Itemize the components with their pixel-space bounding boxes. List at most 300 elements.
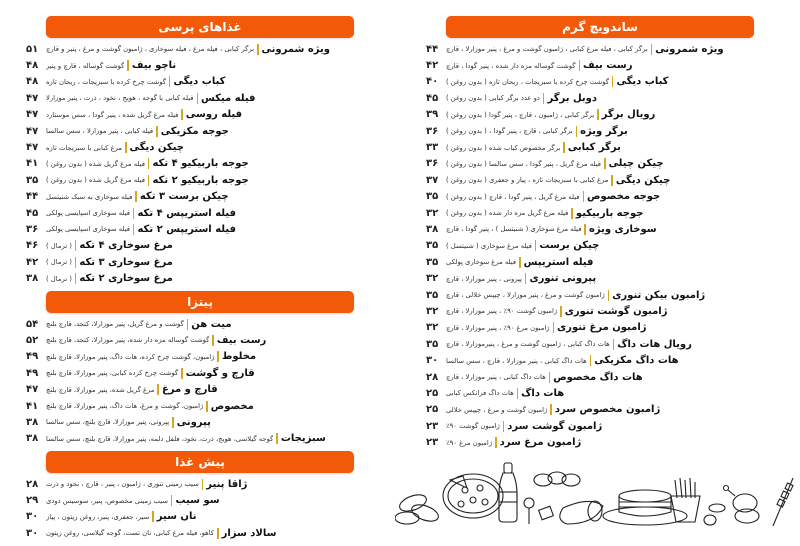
item-price: ۳۵ (426, 191, 439, 203)
item-separator (519, 257, 521, 268)
item-description: فیله سوخاری اسپایسی پولکی (46, 225, 130, 234)
menu-item (426, 189, 754, 205)
item-separator (535, 240, 537, 251)
item-price: ۵۲ (26, 334, 39, 346)
item-name: فیله استریپس (523, 256, 594, 268)
item-separator (571, 208, 573, 219)
item-separator (583, 191, 585, 202)
menu-item-text (46, 76, 226, 87)
menu-item-text (446, 240, 599, 251)
item-description: فیله مرغ گریل مزه دار شده ( بدون روغن ) (446, 209, 569, 218)
item-name: برگر ویژه (580, 125, 628, 137)
item-name: قارچ و گوشت (185, 367, 255, 379)
menu-item-text (46, 335, 266, 346)
item-price: ۳۶ (426, 158, 439, 170)
section-header: پیتزا (46, 291, 354, 313)
item-separator (576, 126, 578, 137)
item-price: ۴۷ (26, 384, 39, 396)
item-price: ۳۰ (426, 355, 439, 367)
item-name: ژامبون گوشت تنوری (564, 305, 668, 317)
item-name: سالاد سزار (221, 527, 277, 539)
menu-item-text (46, 93, 255, 104)
menu-item (426, 402, 754, 418)
item-price: ۳۸ (26, 416, 39, 428)
item-separator (148, 175, 150, 186)
item-name: مرغ سوخاری ۲ تکه (79, 273, 173, 285)
item-description: گوشت چرخ کرده با سبزیجات ، ریحان تازه (46, 77, 166, 86)
menu-section (26, 16, 354, 287)
item-description: پپرونی، پنیر موزارلا، قارچ بلنچ، سس سالسا (46, 418, 170, 427)
item-price: ۳۳ (426, 142, 439, 154)
item-price: ۳۹ (426, 109, 439, 121)
item-description: مرغ گریل شده، پنیر موزارلا، قارچ بلنچ (46, 385, 155, 394)
item-price: ۴۱ (26, 400, 39, 412)
menu-item-text (446, 290, 705, 301)
menu-item (26, 414, 354, 430)
item-name: قارچ و مرغ (161, 384, 218, 396)
section-header: ساندویچ گرم (446, 16, 754, 38)
menu-item-text (46, 351, 256, 362)
menu-item (426, 303, 754, 319)
item-description: فیله مرغ گریل ، پنیر گودا ، قارچ ( بدون روغن ) (446, 192, 580, 201)
menu-item-text (46, 511, 196, 522)
item-price: ۲۳ (426, 437, 439, 449)
item-price: ۴۶ (26, 240, 39, 252)
item-description: هات داگ کبابی ، پنیر موزارلا ، قارچ (446, 373, 546, 381)
item-name: ژامبون مرغ تنوری (557, 322, 647, 334)
item-separator (525, 273, 527, 284)
menu-item (426, 172, 754, 188)
item-description: گوجه گیلاسی، هویج، ذرت، نخود، فلفل دلمه، پنیر موزارلا، قارچ بلنچ، سس سالسا (46, 434, 274, 443)
menu-item (26, 349, 354, 365)
item-description: مرغ کبابی با سبزیجات تازه (46, 143, 123, 152)
menu-section (26, 451, 354, 542)
item-name: رویال هات داگ (617, 338, 692, 350)
item-price: ۴۷ (26, 142, 39, 154)
menu-item (26, 254, 354, 270)
item-price: ۲۸ (26, 478, 39, 490)
item-name: ژاقا پنیر (206, 478, 248, 490)
item-description: گوشت گوساله مزه دار شده، پنیر موزارلا، کنجد، قارچ بلنچ (46, 336, 210, 345)
item-price: ۳۸ (26, 273, 39, 285)
item-separator (495, 437, 497, 448)
item-price: ۴۵ (26, 207, 39, 219)
item-separator (549, 372, 551, 383)
item-price: ۲۸ (426, 371, 439, 383)
item-name: چیکن برست ۳ تکه (139, 191, 229, 203)
menu-item (426, 57, 754, 73)
menu-item (26, 156, 354, 172)
item-description: ژامبون، گوشت و مرغ، هات داگ، پنیر موزارلا، قارچ بلنچ (46, 402, 204, 410)
item-description: دو عدد برگر کبابی ( بدون روغن ) (446, 94, 540, 103)
item-separator (563, 142, 565, 153)
menu-item-text (46, 109, 242, 120)
item-description: فیله سوخاری به سبک شنیتسل (46, 192, 133, 201)
item-price: ۳۵ (426, 338, 439, 350)
item-name: جوجه مخصوص (587, 191, 661, 203)
item-separator (171, 495, 173, 506)
item-separator (181, 368, 183, 379)
menu-section (426, 16, 754, 451)
item-description: ( نرمال ) (46, 258, 72, 267)
item-separator (543, 93, 545, 104)
item-description: فیله مرغ گریل شده ( بدون روغن ) (46, 176, 145, 185)
item-description: مرغ کبابی با سبزیجات تازه ، پیاز و جعفری ( بدون روغن ) (446, 176, 609, 185)
menu-item (426, 123, 754, 139)
item-description: سیر، جعفری، پنیر، روغن زیتون ، پیاز (46, 512, 150, 521)
menu-item-text (46, 142, 184, 153)
menu-item-text (446, 257, 593, 268)
item-separator (590, 355, 592, 366)
item-name: ژامبون مرغ سرد (499, 437, 582, 449)
item-price: ۲۳ (426, 420, 439, 432)
item-name: رست بیف (216, 334, 267, 346)
menu-item-text (446, 93, 597, 104)
item-price: ۵۱ (26, 43, 39, 55)
menu-item-text (446, 191, 660, 202)
item-price: ۳۲ (426, 305, 439, 317)
menu-item-text (46, 224, 236, 235)
menu-item-text (46, 126, 229, 137)
menu-item (26, 123, 354, 139)
menu-item (26, 492, 354, 508)
menu-item-text (46, 191, 229, 202)
item-separator (560, 306, 562, 317)
item-name: ژامبون مخصوص سرد (554, 404, 661, 416)
item-price: ۴۰ (426, 76, 439, 88)
menu-item-text (446, 109, 655, 120)
item-description: هات داگ فرانکس کبابی (446, 389, 514, 398)
food-doodles-illustration-icon (395, 458, 800, 527)
menu-item (26, 525, 354, 541)
menu-item (26, 205, 354, 221)
item-separator (517, 388, 519, 399)
item-separator (206, 401, 208, 412)
item-separator (75, 273, 77, 284)
item-separator (212, 335, 214, 346)
item-price: ۴۴ (426, 43, 439, 55)
item-name: ویژه شمرونی (261, 43, 330, 55)
item-name: جوجه باربیکیو ۲ تکه (152, 174, 249, 186)
menu-item (426, 238, 754, 254)
item-name: ناچو بیف (131, 60, 177, 72)
item-description: گوشت چرخ کرده کبابی، پنیر موزارلا، قارچ بلنچ (46, 369, 179, 378)
menu-item (426, 336, 754, 352)
item-name: هات داگ مکزیکی (594, 355, 679, 367)
item-description: ژامبون گوشت و مرغ ، پنیر موزارلا ، چیپس خلالی ، قارچ (446, 291, 605, 300)
menu-item (26, 332, 354, 348)
item-name: مرغ سوخاری ۳ تکه (79, 256, 173, 268)
menu-item-text (446, 306, 667, 317)
item-name: رویال برگر (601, 109, 656, 121)
item-separator (133, 224, 135, 235)
menu-item-text (46, 273, 173, 284)
menu-item-text (46, 384, 218, 395)
item-separator (608, 290, 610, 301)
menu-item (426, 139, 754, 155)
item-description: کاهو، فیله مرغ کبابی، نان تست، گوجه گیلاسی، روغن زیتون (46, 529, 215, 538)
menu-item-text (46, 401, 254, 412)
item-description: فیله کبابی ، پنیر موزارلا ، سس سالسا (46, 127, 154, 136)
item-separator (181, 109, 183, 120)
item-separator (172, 417, 174, 428)
menu-item-text (46, 368, 255, 379)
menu-item (426, 74, 754, 90)
item-description: گوشت گوساله ، قارچ و پنیر (46, 61, 125, 70)
item-price: ۴۹ (26, 367, 39, 379)
menu-item (426, 107, 754, 123)
item-price: ۲۵ (426, 404, 439, 416)
item-separator (156, 126, 158, 137)
item-name: هات داگ (521, 387, 565, 399)
menu-item (426, 418, 754, 434)
menu-item (426, 254, 754, 270)
menu-item-text (46, 175, 249, 186)
item-price: ۴۲ (426, 60, 439, 72)
item-price: ۴۴ (26, 191, 39, 203)
menu-item (26, 74, 354, 90)
item-name: چیکن دیگی (615, 174, 671, 186)
item-separator (217, 351, 219, 362)
item-name: سو سیب (175, 495, 220, 507)
item-separator (612, 76, 614, 87)
section-header: پیش غذا (46, 451, 354, 473)
item-description: سیب زمینی مخصوص، پنیر، سوسیس دودی (46, 496, 168, 505)
item-separator (604, 158, 606, 169)
item-description: سیب زمینی تنوری ، ژامبون ، پنیر ، قارچ ، نخود و ذرت (46, 480, 199, 489)
item-description: هات داگ کبابی ، پنیر موزارلا ، قارچ ، سس سالسا (446, 356, 587, 365)
item-name: سوخاری ویژه (588, 223, 657, 235)
item-price: ۳۷ (426, 174, 439, 186)
item-name: برگر کبابی (567, 142, 621, 154)
item-description: ژامبون مرغ ۹۰٪ ، پنیر موزارلا ، قارچ (446, 323, 550, 332)
menu-item (426, 434, 754, 450)
item-separator (597, 109, 599, 120)
menu-item (426, 369, 754, 385)
menu-item-text (446, 224, 657, 235)
item-name: هات داگ مخصوص (553, 371, 643, 383)
menu-item-text (446, 60, 632, 71)
menu-item-text (46, 479, 247, 490)
left-column (26, 16, 354, 546)
menu-item (26, 41, 354, 57)
item-price: ۳۸ (426, 223, 439, 235)
menu-item-text (446, 44, 724, 55)
item-name: ژامبون بیکن تنوری (612, 289, 706, 301)
section-header: غذاهای پرسی (46, 16, 354, 38)
item-name: میت هن (191, 318, 232, 330)
menu-item-text (446, 273, 596, 284)
menu-item (426, 352, 754, 368)
item-description: برگر کبابی ، فیله مرغ کبابی ، ژامبون گوشت و مرغ ، پنیر موزارلا ، قارچ (446, 45, 648, 54)
item-separator (197, 93, 199, 104)
item-description: ژامبون گوشت و مرغ ، چیپس خلالی (446, 405, 548, 414)
item-separator (202, 479, 204, 490)
menu-item-text (446, 421, 602, 432)
menu-item-text (446, 355, 679, 366)
menu-section (26, 291, 354, 447)
menu-item-text (446, 404, 660, 415)
menu-item-text (446, 76, 668, 87)
menu-item (26, 431, 354, 447)
menu-item-text (446, 208, 643, 219)
item-description: گوشت گوساله مزه دار شده ، پنیر گودا ، قارچ (446, 61, 576, 70)
item-price: ۳۵ (426, 240, 439, 252)
item-separator (75, 240, 77, 251)
item-price: ۲۵ (426, 387, 439, 399)
menu-item (26, 476, 354, 492)
menu-item-text (46, 433, 326, 444)
item-price: ۳۵ (426, 256, 439, 268)
item-name: ویژه شمرونی (655, 43, 724, 55)
item-separator (127, 60, 129, 71)
menu-item (26, 57, 354, 73)
menu-item-text (446, 339, 692, 350)
item-separator (584, 224, 586, 235)
item-separator (651, 44, 653, 55)
item-price: ۴۷ (26, 125, 39, 137)
menu-item (26, 90, 354, 106)
menu-item (426, 287, 754, 303)
menu-item-text (446, 158, 664, 169)
menu-item-text (46, 60, 176, 71)
menu-item-text (446, 388, 564, 399)
item-description: گوشت چرخ کرده با سبزیجات ، ریحان تازه ( بدون روغن ) (446, 77, 609, 86)
item-price: ۳۲ (426, 207, 439, 219)
item-description: فیله مرغ گریل ، پنیر گودا ، سس سالسا ( بدون روغن ) (446, 159, 602, 168)
item-price: ۴۷ (26, 92, 39, 104)
menu-item-text (46, 528, 276, 539)
item-description: گوشت و مرغ گریل، پنیر موزارلا، کنجد، قارچ بلنچ (46, 320, 184, 329)
item-price: ۳۲ (426, 273, 439, 285)
item-description: ژامبون مرغ ۹۰٪ (446, 438, 493, 447)
item-name: کباب دیگی (616, 76, 669, 88)
item-name: جوجه مکزیکی (160, 125, 229, 137)
item-description: فیله مرغ سوخاری ( شنیتسل ) (446, 241, 532, 250)
item-separator (152, 511, 154, 522)
item-name: ژامبون گوشت سرد (507, 420, 603, 432)
item-description: فیله مرغ سوخاری ( شنیتسل ) ، پنیر گودا ، قارچ (446, 225, 582, 234)
item-price: ۳۸ (26, 433, 39, 445)
item-separator (187, 319, 189, 330)
item-price: ۳۶ (426, 125, 439, 137)
item-description: ژامبون گوشت ۹۰٪ ، پنیر موزارلا ، قارچ (446, 307, 558, 316)
menu-item (426, 90, 754, 106)
item-name: چیکن برست (539, 240, 600, 252)
item-name: فیله استریپس ۴ تکه (137, 207, 236, 219)
menu-item (426, 385, 754, 401)
item-description: ژامبون گوشت ۹۰٪ (446, 422, 500, 431)
menu-item-text (46, 208, 236, 219)
item-description: ژامبون، گوشت چرخ کرده، هات داگ، پنیر موزارلا، قارچ بلنچ (46, 352, 215, 361)
item-description: فیله سوخاری اسپایسی پولکی (46, 209, 130, 218)
item-name: فیله میکس (201, 92, 256, 104)
menu-item (26, 509, 354, 525)
item-separator (611, 175, 613, 186)
item-name: پپرونی (176, 416, 211, 428)
item-separator (135, 191, 137, 202)
item-separator (503, 421, 505, 432)
menu-item-text (446, 437, 581, 448)
menu-item (26, 221, 354, 237)
item-name: رست بیف (583, 60, 633, 72)
item-separator (579, 60, 581, 71)
item-name: جوجه باربیکیو ۴ تکه (152, 158, 249, 170)
item-separator (217, 528, 219, 539)
item-description: فیله مرغ سوخاری پولکی (446, 258, 517, 267)
item-separator (613, 339, 615, 350)
item-price: ۳۵ (426, 289, 439, 301)
item-separator (75, 257, 77, 268)
item-name: مرغ سوخاری ۴ تکه (79, 240, 173, 252)
item-price: ۳۲ (426, 322, 439, 334)
item-separator (125, 142, 127, 153)
item-price: ۲۹ (26, 495, 39, 507)
item-price: ۴۵ (426, 92, 439, 104)
item-name: فیله روسی (185, 109, 243, 121)
menu-item-text (446, 322, 647, 333)
menu-item (426, 221, 754, 237)
item-separator (257, 44, 259, 55)
item-description: برگر کبابی ، ژامبون ، قارچ ، پنیر گودا ( بدون روغن ) (446, 110, 595, 119)
item-separator (553, 322, 555, 333)
menu-item-text (46, 319, 232, 330)
menu-item (26, 365, 354, 381)
item-name: پپرونی تنوری (529, 273, 597, 285)
item-separator (157, 384, 159, 395)
menu-item (426, 320, 754, 336)
item-name: مخصوص (210, 400, 254, 412)
menu-item-text (46, 158, 249, 169)
item-price: ۳۶ (26, 223, 39, 235)
item-description: برگر کبابی ، قارچ ، پنیر گودا ، ( بدون روغن ) (446, 127, 573, 136)
item-price: ۳۰ (26, 527, 39, 539)
menu-item (426, 156, 754, 172)
item-price: ۴۷ (26, 109, 39, 121)
menu-item (26, 316, 354, 332)
item-description: ( نرمال ) (46, 274, 72, 283)
menu-item (26, 398, 354, 414)
item-price: ۳۰ (26, 511, 39, 523)
menu-item (26, 270, 354, 286)
item-separator (169, 76, 171, 87)
item-price: ۴۹ (26, 351, 39, 363)
item-name: چیکن چیلی (608, 158, 664, 170)
menu-item (426, 41, 754, 57)
menu-item (26, 139, 354, 155)
item-name: مخلوط (221, 351, 257, 363)
menu-item-text (446, 126, 628, 137)
menu-item (26, 381, 354, 397)
menu-item-text (446, 175, 670, 186)
item-name: جوجه باربیکیو (575, 207, 644, 219)
item-name: فیله استریپس ۲ تکه (137, 223, 236, 235)
item-separator (148, 158, 150, 169)
menu-item-text (446, 142, 621, 153)
item-price: ۴۱ (26, 158, 39, 170)
item-price: ۴۲ (26, 256, 39, 268)
menu-item (426, 205, 754, 221)
item-name: نان سیر (156, 511, 197, 523)
menu-item-text (46, 495, 220, 506)
item-description: برگر کبابی ، فیله مرغ ، فیله سوخاری ، ژامبون گوشت و مرغ ، پنیر و قارچ (46, 45, 255, 54)
item-description: هات داگ کبابی ، ژامبون گوشت و مرغ ، پنیرموزارلا ، قارچ (446, 340, 610, 349)
item-description: فیله مرغ گریل شده ، پنیر گودا ، سس موستارد (46, 110, 179, 119)
menu-item-text (46, 44, 330, 55)
item-separator (550, 404, 552, 415)
item-price: ۵۴ (26, 318, 39, 330)
item-separator (276, 433, 278, 444)
